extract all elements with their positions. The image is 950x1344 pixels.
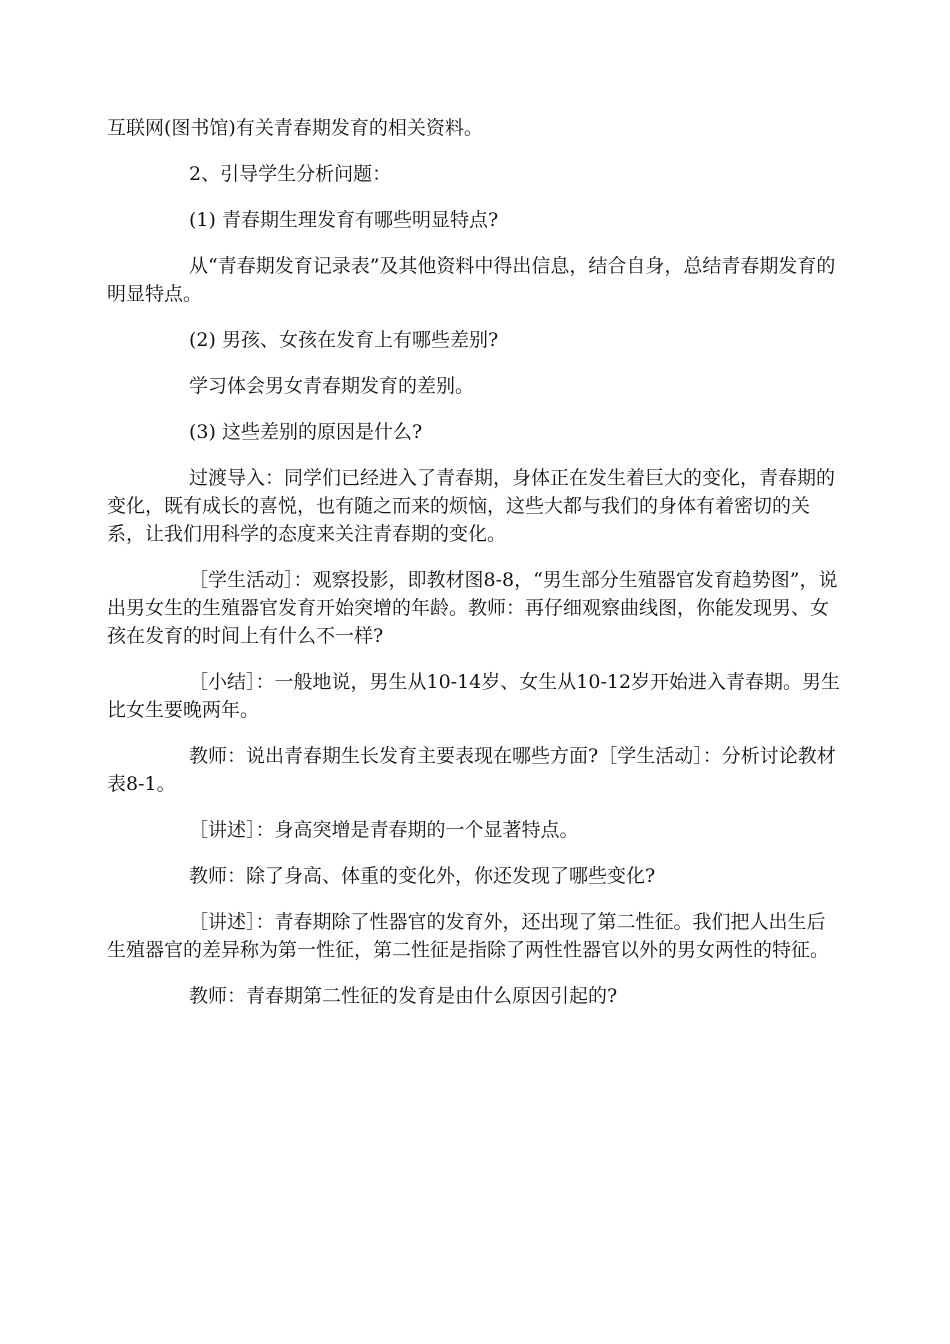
paragraph: 2、引导学生分析问题： [189,163,392,185]
paragraph: ［讲述］：青春期除了性器官的发育外，还出现了第二性征。我们把人出生后生殖器官的差异称为第一性征，第二性征是指除了两性性器官以外的男女两性的特征。 [107,911,830,961]
document-body [107,114,842,1028]
paragraph: 从“青春期发育记录表”及其他资料中得出信息，结合自身，总结青春期发育的明显特点。 [107,255,836,305]
paragraph: 教师：青春期第二性征的发育是由什么原因引起的? [189,985,618,1007]
paragraph: 教师：说出青春期生长发育主要表现在哪些方面?［学生活动］：分析讨论教材表8-1。 [107,745,836,795]
paragraph: (1) 青春期生理发育有哪些明显特点? [189,209,499,231]
paragraph: ［小结］：一般地说，男生从10-14岁、女生从10-12岁开始进入青春期。男生比女生要晚两年。 [107,671,841,721]
paragraph: 过渡导入：同学们已经进入了青春期，身体正在发生着巨大的变化，青春期的变化，既有成长的喜悦，也有随之而来的烦恼，这些大都与我们的身体有着密切的关系，让我们用科学的态度来关注青春期的变化。 [107,467,836,545]
paragraph: 学习体会男女青春期发育的差别。 [189,375,475,397]
paragraph: (3) 这些差别的原因是什么? [189,421,423,443]
paragraph: 互联网(图书馆)有关青春期发育的相关资料。 [107,117,483,139]
paragraph: ［讲述］：身高突增是青春期的一个显著特点。 [189,819,579,841]
paragraph: 教师：除了身高、体重的变化外，你还发现了哪些变化? [189,865,656,887]
paragraph: (2) 男孩、女孩在发育上有哪些差别? [189,329,499,351]
paragraph: ［学生活动］：观察投影，即教材图8-8，“男生部分生殖器官发育趋势图”，说出男女生的生殖器官发育开始突增的年龄。教师：再仔细观察曲线图，你能发现男、女孩在发育的时间上有什么不一样? [107,569,838,647]
